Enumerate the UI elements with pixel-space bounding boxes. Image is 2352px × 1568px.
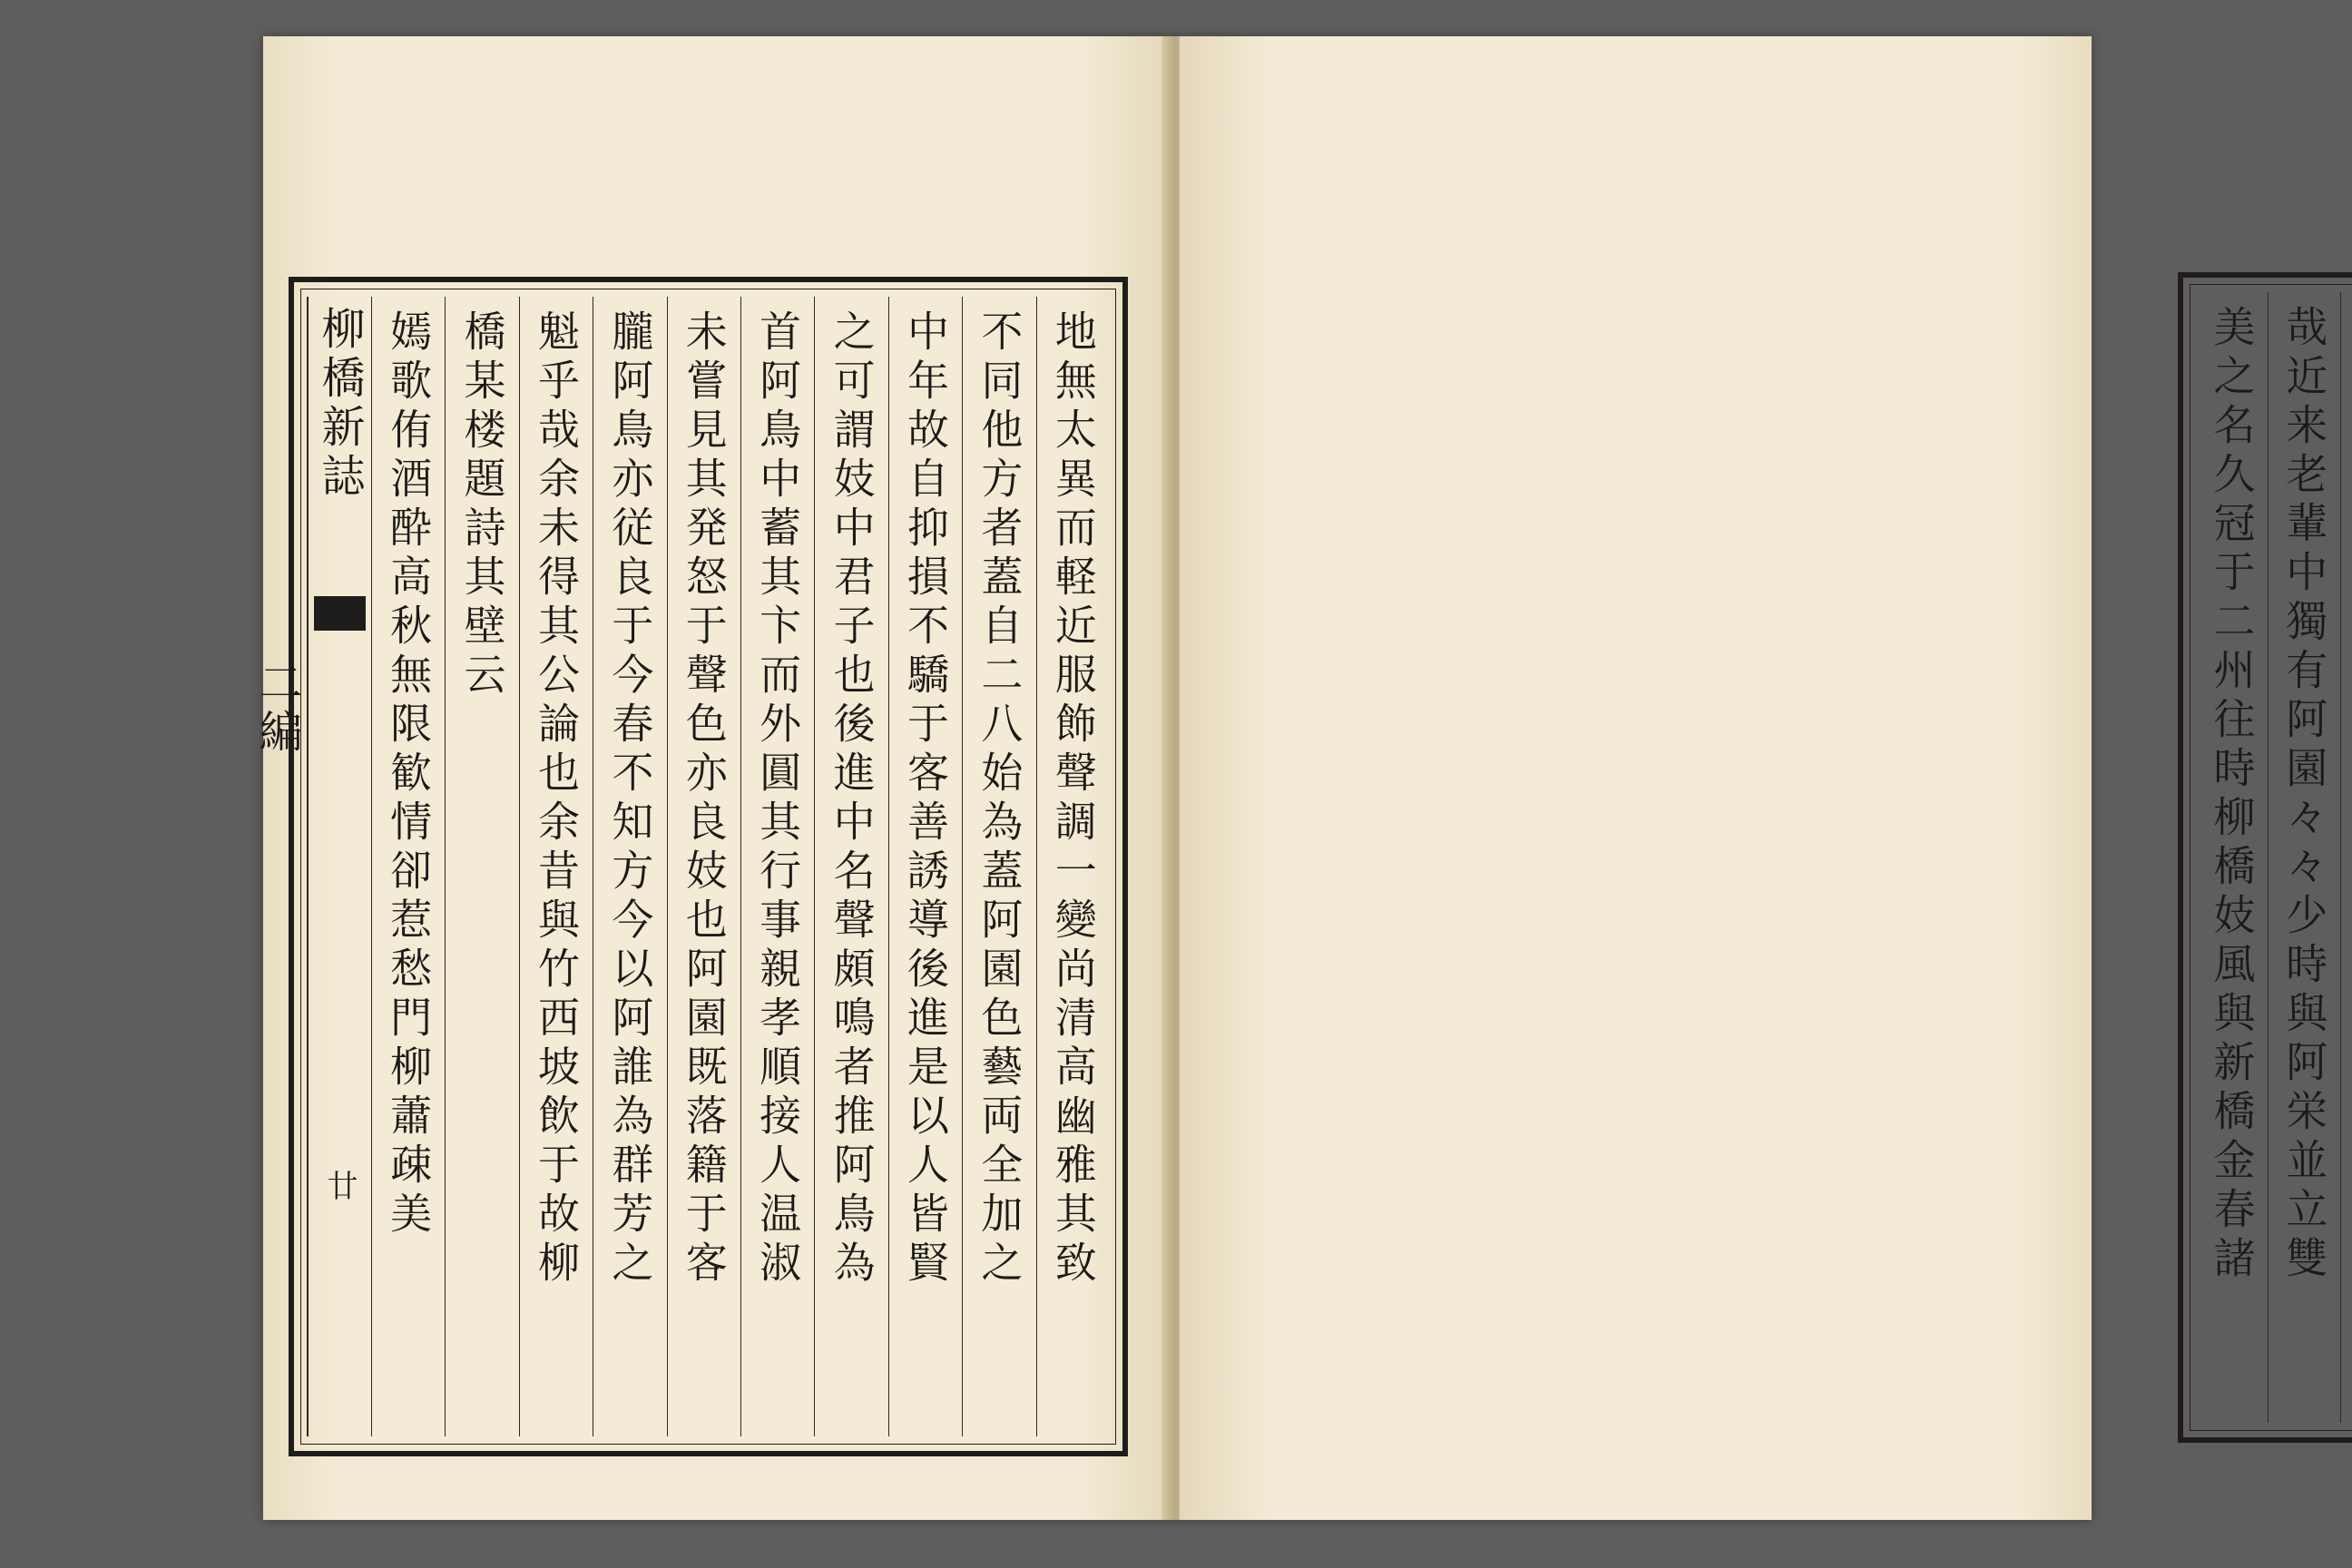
left-column-10: 嫣歌侑酒酔高秋無限歓情卻惹愁門柳蕭疎美 [371,297,445,1436]
right-page [1180,36,2329,1520]
left-column-5: 首阿鳥中蓄其卞而外圓其行事親孝順接人温淑 [740,297,814,1436]
open-book [250,36,2329,1520]
left-margin-header [250,297,371,1436]
left-column-7: 朧阿鳥亦従良于今春不知方今以阿誰為群芳之 [593,297,666,1436]
right-text-frame [2178,272,2352,1443]
right-column-8 [2340,292,2352,1423]
left-column-9: 橋某楼題詩其壁云 [445,297,518,1436]
fold-mark [314,596,366,631]
right-column-9: 哉近来老輩中獨有阿園々々少時與阿栄並立雙 [2268,292,2340,1423]
left-column-1: 地無太異而軽近服飾聲調一變尚清高幽雅其致 [1036,297,1110,1436]
left-folio: 廿 [320,1170,358,1200]
left-column-3: 中年故自抑損不驕于客善誘導後進是以人皆賢 [888,297,962,1436]
left-column-6: 未嘗見其発怒于聲色亦良妓也阿園既落籍于客 [667,297,740,1436]
left-header-section: 二編 [250,660,302,758]
left-column-2: 不同他方者蓋自二八始為蓋阿園色藝両全加之 [962,297,1035,1436]
right-columns [2196,292,2352,1423]
left-text-frame [250,277,1128,1456]
left-header-title: 柳橋新誌 [313,306,365,502]
left-columns [250,297,1110,1436]
left-page [250,36,1171,1520]
left-column-8: 魁乎哉余未得其公論也余昔與竹西坡飲于故柳 [519,297,593,1436]
right-column-10: 美之名久冠于二州往時柳橋妓風與新橋金春諸 [2207,305,2257,1285]
left-column-4: 之可謂妓中君子也後進中名聲頗鳴者推阿鳥為 [814,297,887,1436]
